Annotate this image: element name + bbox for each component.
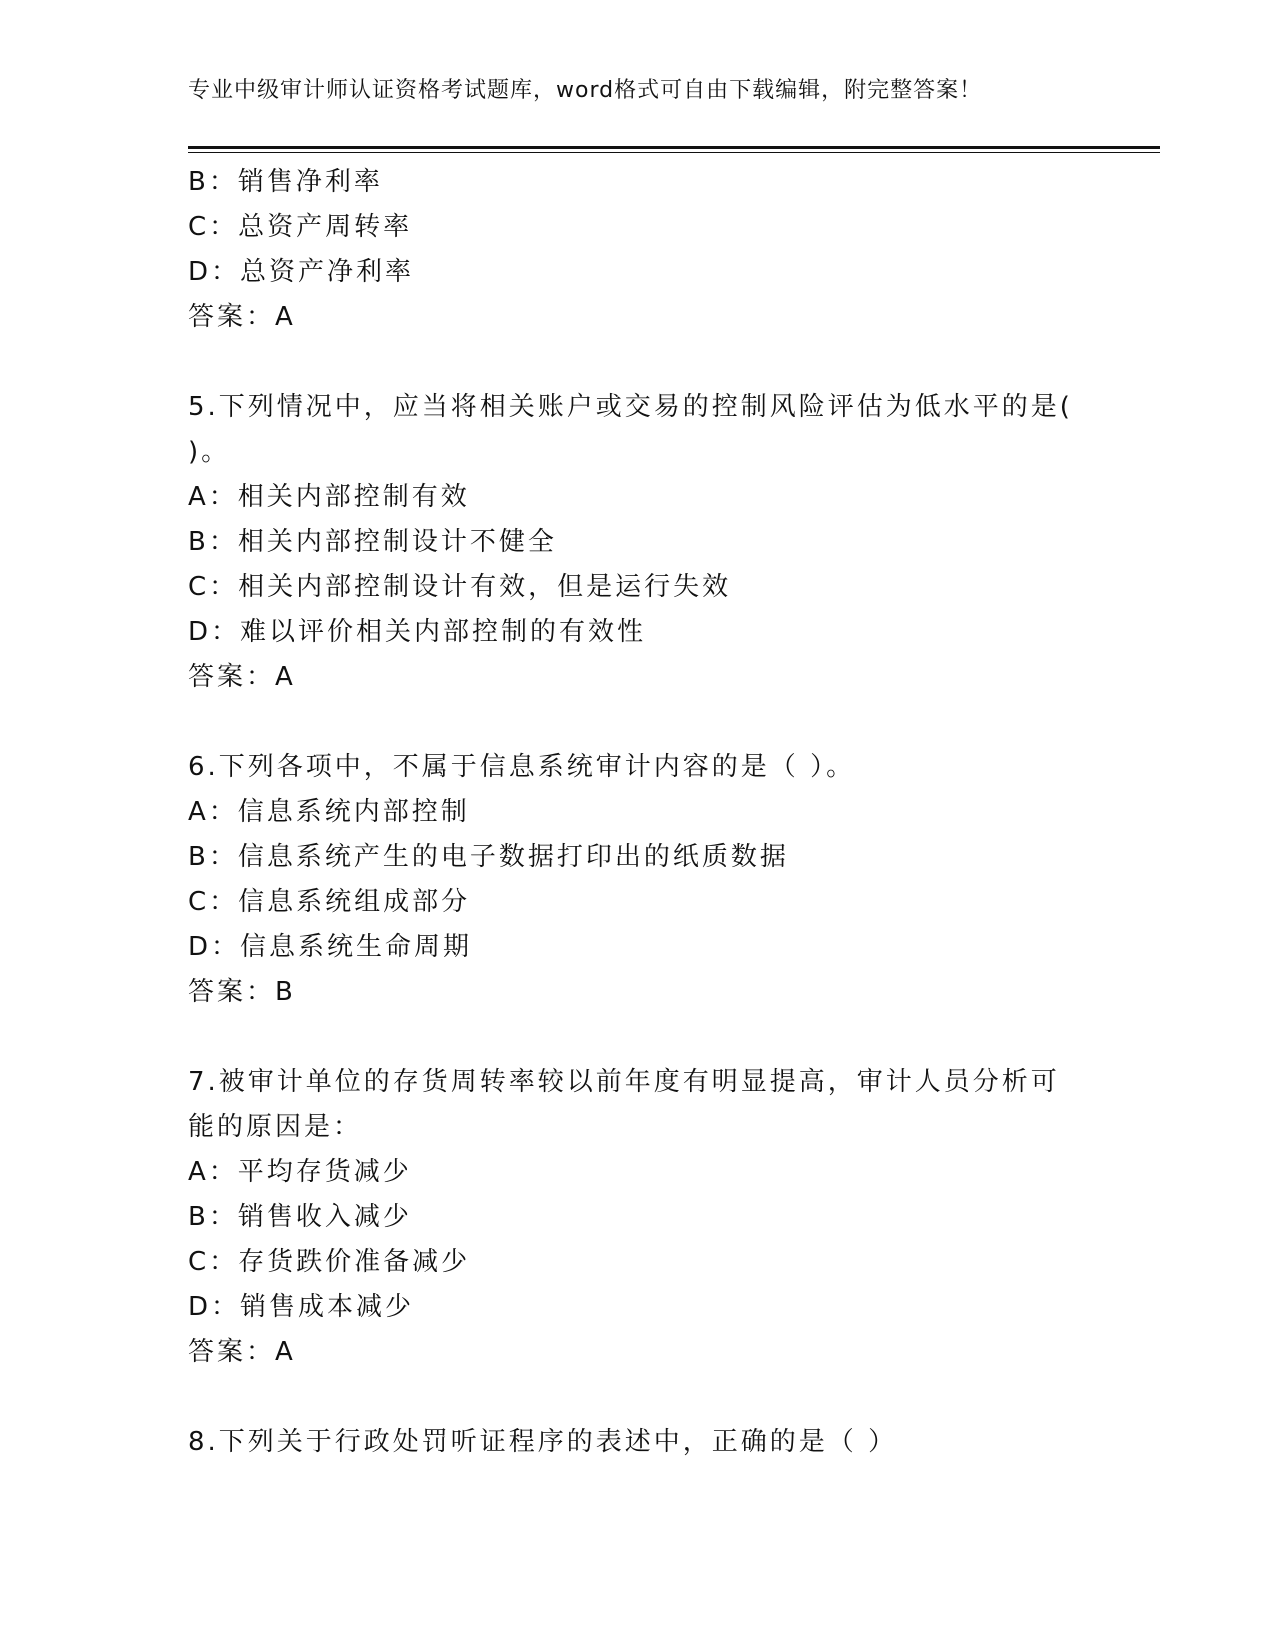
question-block (188, 1420, 1088, 1465)
option-d: D：信息系统生命周期 (188, 932, 473, 962)
question-block (188, 385, 1088, 700)
option-a: A：平均存货减少 (188, 1157, 412, 1187)
option-d: D：难以评价相关内部控制的有效性 (188, 617, 647, 647)
question-block (188, 1060, 1088, 1375)
spacer (188, 700, 1088, 745)
option-c: C：相关内部控制设计有效，但是运行失效 (188, 572, 732, 602)
answer-line: 答案：B (188, 977, 296, 1007)
answer-line: 答案：A (188, 1337, 296, 1367)
spacer (188, 1375, 1088, 1420)
option-c: C：信息系统组成部分 (188, 887, 471, 917)
question-block (188, 160, 1088, 340)
spacer (188, 340, 1088, 385)
option-b: B：信息系统产生的电子数据打印出的纸质数据 (188, 842, 789, 872)
option-c: C：存货跌价准备减少 (188, 1247, 471, 1277)
question-text: 7.被审计单位的存货周转率较以前年度有明显提高，审计人员分析可 (188, 1067, 1060, 1097)
question-text: 5.下列情况中，应当将相关账户或交易的控制风险评估为低水平的是( (188, 392, 1073, 422)
option-b: B：销售收入减少 (188, 1202, 412, 1232)
option-b: B：销售净利率 (188, 167, 383, 197)
question-text: 8.下列关于行政处罚听证程序的表述中，正确的是（ ） (188, 1427, 898, 1457)
option-a: A：相关内部控制有效 (188, 482, 470, 512)
question-text-continued: )。 (188, 437, 231, 467)
spacer (188, 1015, 1088, 1060)
question-content (188, 160, 1088, 1465)
option-d: D：总资产净利率 (188, 257, 415, 287)
answer-line: 答案：A (188, 662, 296, 692)
header-divider (188, 146, 1160, 149)
option-a: A：信息系统内部控制 (188, 797, 470, 827)
option-d: D：销售成本减少 (188, 1292, 415, 1322)
question-block (188, 745, 1088, 1015)
option-c: C：总资产周转率 (188, 212, 413, 242)
question-text-continued: 能的原因是： (188, 1112, 363, 1142)
header-divider-thin (188, 152, 1160, 153)
question-text: 6.下列各项中，不属于信息系统审计内容的是（ ）。 (188, 752, 856, 782)
answer-line: 答案：A (188, 302, 296, 332)
page-header: 专业中级审计师认证资格考试题库，word格式可自由下载编辑，附完整答案！ (188, 78, 983, 103)
option-b: B：相关内部控制设计不健全 (188, 527, 557, 557)
